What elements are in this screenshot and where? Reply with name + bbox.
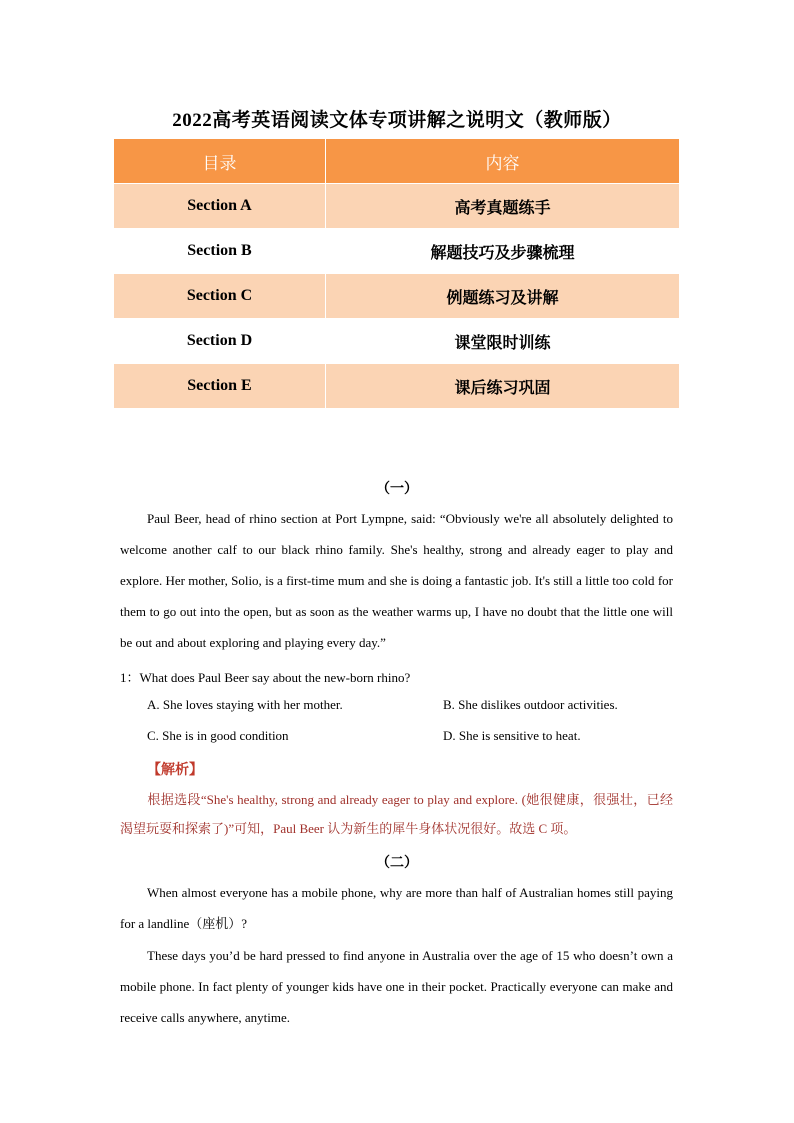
toc-section-cell: Section C bbox=[114, 274, 326, 319]
part1-passage-text: Paul Beer, head of rhino section at Port Lympne, said: “Obviously we're all absolutely delighted to welcome another calf to our black rhino family. She's healthy, strong and already eager to play and explore. Her mother, Solio, is a first-time mum and she is doing a fantastic job. It's still a little too cold for them to go out into the open, but as soon as the weather warms up, I have no doubt that the little one will be out and about exploring and playing every day.” bbox=[120, 511, 673, 650]
option-c: C. She is in good condition bbox=[147, 728, 289, 743]
table-row bbox=[114, 364, 680, 409]
analysis-label: 【解析】 bbox=[147, 763, 203, 778]
toc-content-cell: 高考真题练手 bbox=[326, 184, 680, 229]
table-row bbox=[114, 274, 680, 319]
toc-content-cell: 课堂限时训练 bbox=[326, 319, 680, 364]
option-d: D. She is sensitive to heat. bbox=[443, 728, 581, 743]
part2-para-2 bbox=[120, 940, 673, 1033]
toc-content-cell: 课后练习巩固 bbox=[326, 364, 680, 409]
toc-section-cell: Section B bbox=[114, 229, 326, 274]
option-a: A. She loves staying with her mother. bbox=[147, 697, 343, 712]
document-title: 2022高考英语阅读文体专项讲解之说明文（教师版） bbox=[172, 110, 622, 131]
toc-header-content: 内容 bbox=[326, 139, 680, 184]
question-1: 1：What does Paul Beer say about the new-born rhino? bbox=[120, 670, 411, 685]
toc-content-cell: 解题技巧及步骤梳理 bbox=[326, 229, 680, 274]
part2-heading: （二） bbox=[376, 856, 418, 871]
table-row bbox=[114, 319, 680, 364]
option-b: B. She dislikes outdoor activities. bbox=[443, 697, 618, 712]
part1-passage bbox=[120, 503, 673, 658]
analysis-text-block bbox=[120, 785, 673, 843]
part1-heading: （一） bbox=[376, 482, 418, 497]
table-row bbox=[114, 229, 680, 274]
toc-header-catalog: 目录 bbox=[114, 139, 326, 184]
toc-table bbox=[113, 138, 680, 409]
toc-section-cell: Section D bbox=[114, 319, 326, 364]
toc-section-cell: Section A bbox=[114, 184, 326, 229]
part2-para-2-text: These days you’d be hard pressed to find anyone in Australia over the age of 15 who doesn’t own a mobile phone. In fact plenty of younger kids have one in their pocket. Practically everyone can make and receive calls anywhere, anytime. bbox=[120, 948, 673, 1025]
part2-para-1-text: When almost everyone has a mobile phone, why are more than half of Australian homes still paying for a landline（座机）? bbox=[120, 885, 673, 931]
table-row bbox=[114, 184, 680, 229]
toc-section-cell: Section E bbox=[114, 364, 326, 409]
toc-header-row bbox=[114, 139, 680, 184]
analysis-text: 根据选段“She's healthy, strong and already eager to play and explore. (她很健康，很强壮，已经渴望玩耍和探索了)”可知，Paul Beer 认为新生的犀牛身体状况很好。故选 C 项。 bbox=[120, 792, 673, 836]
toc-content-cell: 例题练习及讲解 bbox=[326, 274, 680, 319]
part2-para-1 bbox=[120, 877, 673, 939]
